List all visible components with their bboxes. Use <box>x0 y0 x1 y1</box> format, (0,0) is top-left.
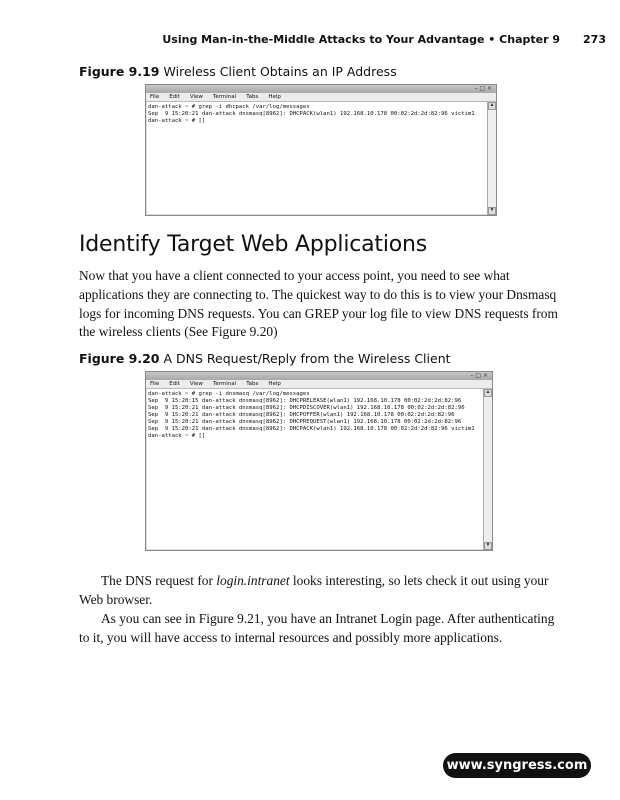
terminal-window-figure-9-19 <box>145 84 497 216</box>
paragraph-2 <box>79 572 559 610</box>
menu-edit[interactable]: Edit <box>169 94 180 100</box>
page-number: 273 <box>583 33 606 46</box>
scroll-up-icon[interactable]: ▲ <box>485 390 491 395</box>
scroll-down-icon[interactable]: ▼ <box>489 208 495 213</box>
paragraph-text: As you can see in Figure 9.21, you have an Intranet Login page. After authenticating to it, you will have access to internal resources and possibly more applications. <box>79 611 555 645</box>
paragraph-text: Now that you have a client connected to your access point, you need to see what applications they are connecting to. The quickest way to do this is to view your Dnsmasq logs for incoming DNS requests. You can GREP your log file to view DNS requests from the wireless clients (See Figure 9.20) <box>79 268 558 340</box>
scroll-down-icon[interactable]: ▼ <box>485 543 491 548</box>
figure-9-20-caption <box>79 351 451 366</box>
figure-number: Figure 9.19 <box>79 64 160 79</box>
paragraph-3 <box>79 610 559 648</box>
terminal-menubar <box>146 93 496 102</box>
figure-caption-text: A DNS Request/Reply from the Wireless Client <box>163 351 451 366</box>
running-head-title: Using Man-in-the-Middle Attacks to Your Advantage • Chapter 9 <box>162 33 560 46</box>
menu-view[interactable]: View <box>189 94 203 100</box>
section-heading: Identify Target Web Applications <box>79 232 428 257</box>
terminal-line: Sep 9 15:20:21 dan-attack dnsmasq[8962]: DHCPACK(wlan1) 192.168.10.178 00:02:2d:2d:82:96 victim1 <box>148 426 475 432</box>
paragraph-text-before: The DNS request for <box>101 573 217 588</box>
terminal-line: Sep 9 15:20:21 dan-attack dnsmasq[8962]: DHCPDISCOVER(wlan1) 192.168.10.178 00:02:2d:2d:82:96 <box>148 405 465 411</box>
terminal-line: dan-attack ~ # grep -i dnsmasq /var/log/messages <box>148 391 310 397</box>
terminal-line: dan-attack ~ # [] <box>148 118 206 124</box>
terminal-line: dan-attack ~ # [] <box>148 433 206 439</box>
menu-terminal[interactable]: Terminal <box>212 94 237 100</box>
terminal-menubar <box>146 380 492 389</box>
menu-file[interactable]: File <box>150 381 160 387</box>
terminal-titlebar <box>146 85 496 93</box>
menu-terminal[interactable]: Terminal <box>212 381 237 387</box>
menu-file[interactable]: File <box>150 94 160 100</box>
menu-help[interactable]: Help <box>268 381 281 387</box>
intro-paragraph <box>79 267 559 342</box>
paragraph-text-after: looks interesting, so lets check it out using your Web browser. <box>79 573 549 607</box>
figure-9-19-caption <box>79 64 397 79</box>
terminal-window-figure-9-20 <box>145 371 493 551</box>
paragraph-text <box>79 572 559 610</box>
terminal-scrollbar[interactable] <box>483 389 492 550</box>
menu-view[interactable]: View <box>189 381 203 387</box>
terminal-line: Sep 9 15:20:15 dan-attack dnsmasq[8962]: DHCPRELEASE(wlan1) 192.168.10.178 00:02:2d:2d:82:96 <box>148 398 462 404</box>
menu-tabs[interactable]: Tabs <box>246 94 259 100</box>
terminal-line: Sep 9 15:20:21 dan-attack dnsmasq[8962]: DHCPREQUEST(wlan1) 192.168.10.178 00:02:2d:2d:82:96 <box>148 419 462 425</box>
window-controls-icon[interactable]: – □ × <box>470 372 488 379</box>
running-head <box>0 31 620 49</box>
terminal-line: dan-attack ~ # grep -i dhcpack /var/log/messages <box>148 104 310 110</box>
scroll-up-icon[interactable]: ▲ <box>489 103 495 108</box>
menu-tabs[interactable]: Tabs <box>246 381 259 387</box>
terminal-line: Sep 9 15:20:21 dan-attack dnsmasq[8962]: DHCPACK(wlan1) 192.168.10.178 00:02:2d:2d:82:96 victim1 <box>148 111 475 117</box>
window-controls-icon[interactable]: – □ × <box>474 85 492 92</box>
menu-help[interactable]: Help <box>268 94 281 100</box>
emphasis-domain: login.intranet <box>216 573 290 588</box>
figure-number: Figure 9.20 <box>79 351 160 366</box>
terminal-output <box>148 391 482 548</box>
figure-caption-text: Wireless Client Obtains an IP Address <box>163 64 397 79</box>
terminal-output <box>148 104 486 213</box>
terminal-line: Sep 9 15:20:21 dan-attack dnsmasq[8962]: DHCPOFFER(wlan1) 192.168.10.178 00:02:2d:2d:82:96 <box>148 412 455 418</box>
menu-edit[interactable]: Edit <box>169 381 180 387</box>
terminal-scrollbar[interactable] <box>487 102 496 215</box>
terminal-titlebar <box>146 372 492 380</box>
footer-website-badge[interactable]: www.syngress.com <box>443 753 591 778</box>
